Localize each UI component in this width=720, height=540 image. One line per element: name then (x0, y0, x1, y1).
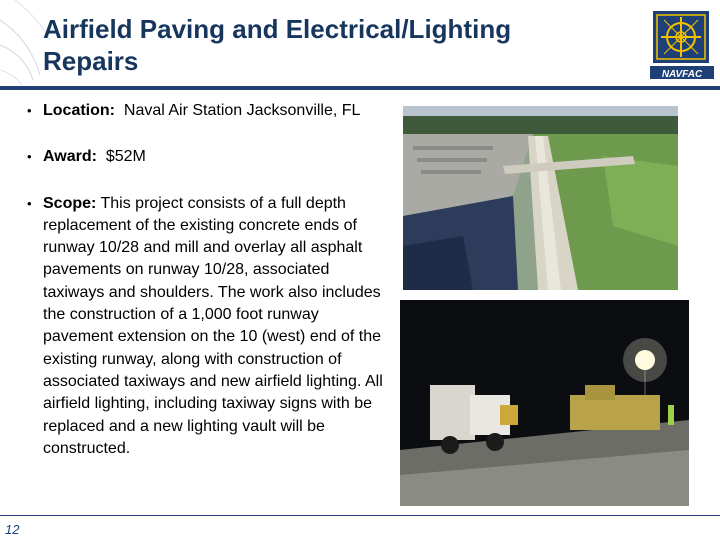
night-paving-photo (400, 300, 689, 506)
scope-label: Scope: (43, 194, 97, 212)
footer-divider (0, 515, 720, 516)
bullet-dot: • (27, 103, 32, 118)
navfac-logo (650, 8, 714, 80)
bullet-list (27, 100, 392, 460)
logo-text: NAVFAC (661, 69, 703, 80)
award-value: $52M (105, 148, 146, 166)
scope-value: This project consists of a full depth replacement of the existing concrete ends of runway 10/28 and mill and overlay all asphalt pavements on runway 10/28, associated taxiways and shoulders. The work also includes the construction of a 1,000 foot runway pavement extension on the 10 (west) end of the existing runway, along with construction of associated taxiways and new airfield lighting. All airfield lighting, including taxiway signs with be replaced and a new lighting vault will be constructed. (43, 194, 383, 457)
page-number: 12 (5, 522, 20, 537)
location-label: Location: (43, 102, 115, 119)
location-value: Naval Air Station Jacksonville, FL (123, 102, 361, 119)
title-line-1: Airfield Paving and Electrical/Lighting (43, 14, 512, 44)
aerial-runway-photo (403, 106, 678, 290)
title-divider (0, 86, 720, 90)
award-label: Award: (43, 148, 97, 166)
bullet-scope (27, 193, 392, 461)
bullet-location (27, 100, 392, 122)
slide-title (43, 13, 603, 77)
title-line-2: Repairs (43, 46, 139, 76)
bullet-award (27, 146, 392, 168)
bullet-dot: • (27, 195, 32, 211)
bullet-dot: • (27, 149, 32, 165)
